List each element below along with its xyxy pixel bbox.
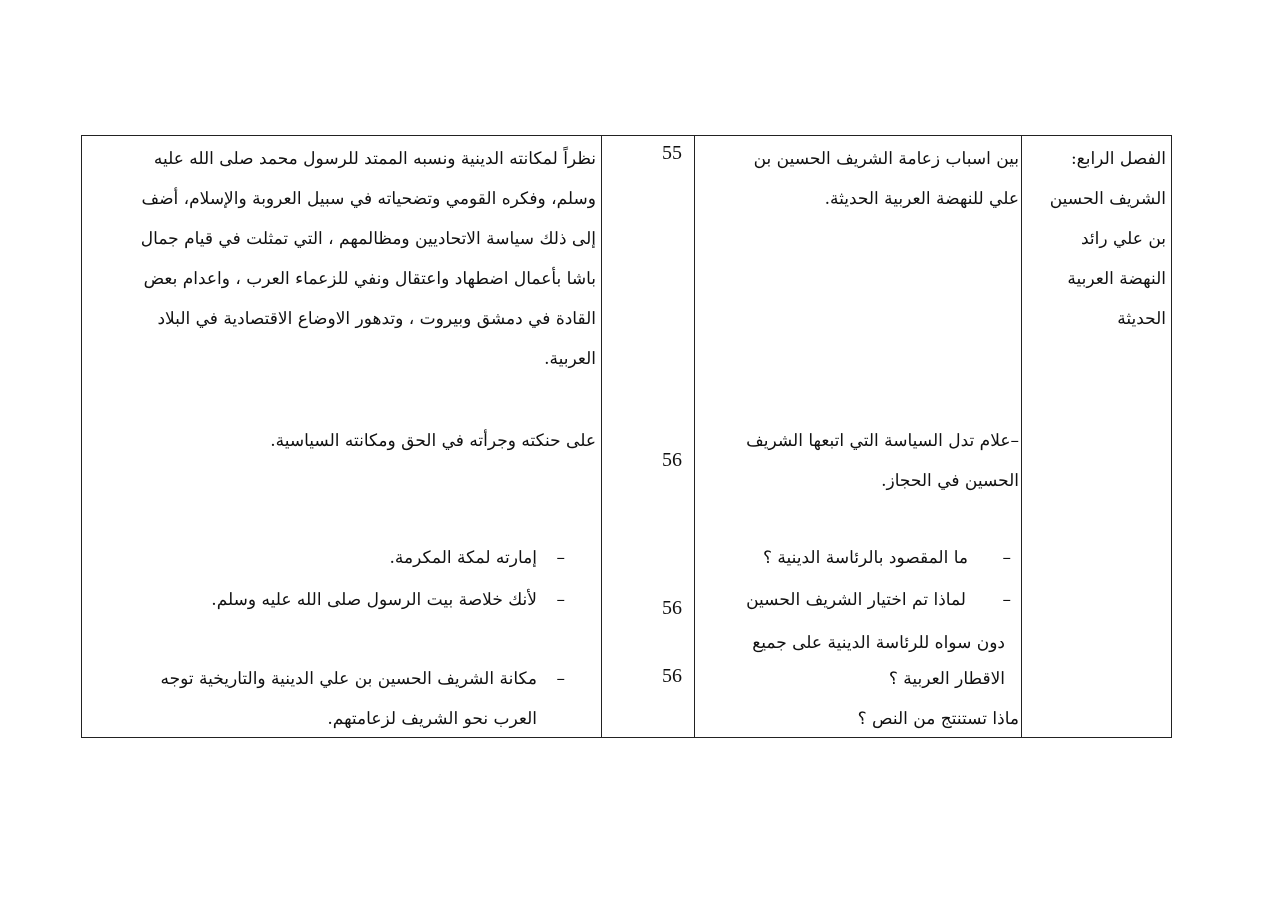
page-number: 56 — [662, 665, 682, 687]
answer-line: إمارته لمكة المكرمة. — [389, 548, 537, 568]
questions-cell — [695, 136, 1021, 737]
answer-line: نظراً لمكانته الدينية ونسبه الممتد للرسول محمد صلى الله عليه — [153, 149, 596, 169]
dash-bullet: – — [1002, 548, 1011, 568]
answer-line: على حنكته وجرأته في الحق ومكانته السياسية. — [270, 431, 596, 451]
page-number: 55 — [662, 142, 682, 164]
question-line: الحسين في الحجاز. — [881, 471, 1019, 491]
answer-line: إلى ذلك سياسة الاتحاديين ومظالمهم ، التي تمثلت في قيام جمال — [140, 229, 596, 249]
chapter-line: الشريف الحسين — [1049, 189, 1166, 209]
answer-line: باشا بأعمال اضطهاد واعتقال ونفي للزعماء العرب ، واعدام بعض — [143, 269, 596, 289]
question-line: علي للنهضة العربية الحديثة. — [824, 189, 1019, 209]
question-line: ماذا تستنتج من النص ؟ — [857, 709, 1019, 729]
answer-line: القادة في دمشق وبيروت ، وتدهور الاوضاع الاقتصادية في البلاد — [157, 309, 596, 329]
chapter-cell — [1022, 136, 1172, 737]
dash-bullet: – — [556, 590, 565, 610]
chapter-line: بن علي رائد — [1080, 229, 1166, 249]
answer-line: لأنك خلاصة بيت الرسول صلى الله عليه وسلم. — [211, 590, 537, 610]
question-line: الاقطار العربية ؟ — [888, 669, 1005, 689]
answer-line: مكانة الشريف الحسين بن علي الدينية والتاريخية توجه — [160, 669, 537, 689]
question-line: ما المقصود بالرئاسة الدينية ؟ — [762, 548, 968, 568]
answer-line: العرب نحو الشريف لزعامتهم. — [327, 709, 537, 729]
question-line: دون سواه للرئاسة الدينية على جميع — [752, 633, 1005, 653]
chapter-line: النهضة العربية — [1067, 269, 1166, 289]
answer-line: العربية. — [544, 349, 596, 369]
page-number: 56 — [662, 449, 682, 471]
answers-cell — [82, 136, 601, 737]
page-numbers-cell — [602, 136, 694, 737]
question-line: بين اسباب زعامة الشريف الحسين بن — [753, 149, 1019, 169]
dash-bullet: – — [556, 669, 565, 689]
dash-bullet: – — [1002, 590, 1011, 610]
question-line: –علام تدل السياسة التي اتبعها الشريف — [746, 431, 1019, 451]
answer-line: وسلم، وفكره القومي وتضحياته في سبيل العروبة والإسلام، أضف — [141, 189, 596, 209]
page-number: 56 — [662, 597, 682, 619]
content-table — [81, 135, 1172, 738]
dash-bullet: – — [556, 548, 565, 568]
chapter-line: الفصل الرابع: — [1070, 149, 1166, 169]
question-line: لماذا تم اختيار الشريف الحسين — [746, 590, 966, 610]
chapter-line: الحديثة — [1117, 309, 1166, 329]
